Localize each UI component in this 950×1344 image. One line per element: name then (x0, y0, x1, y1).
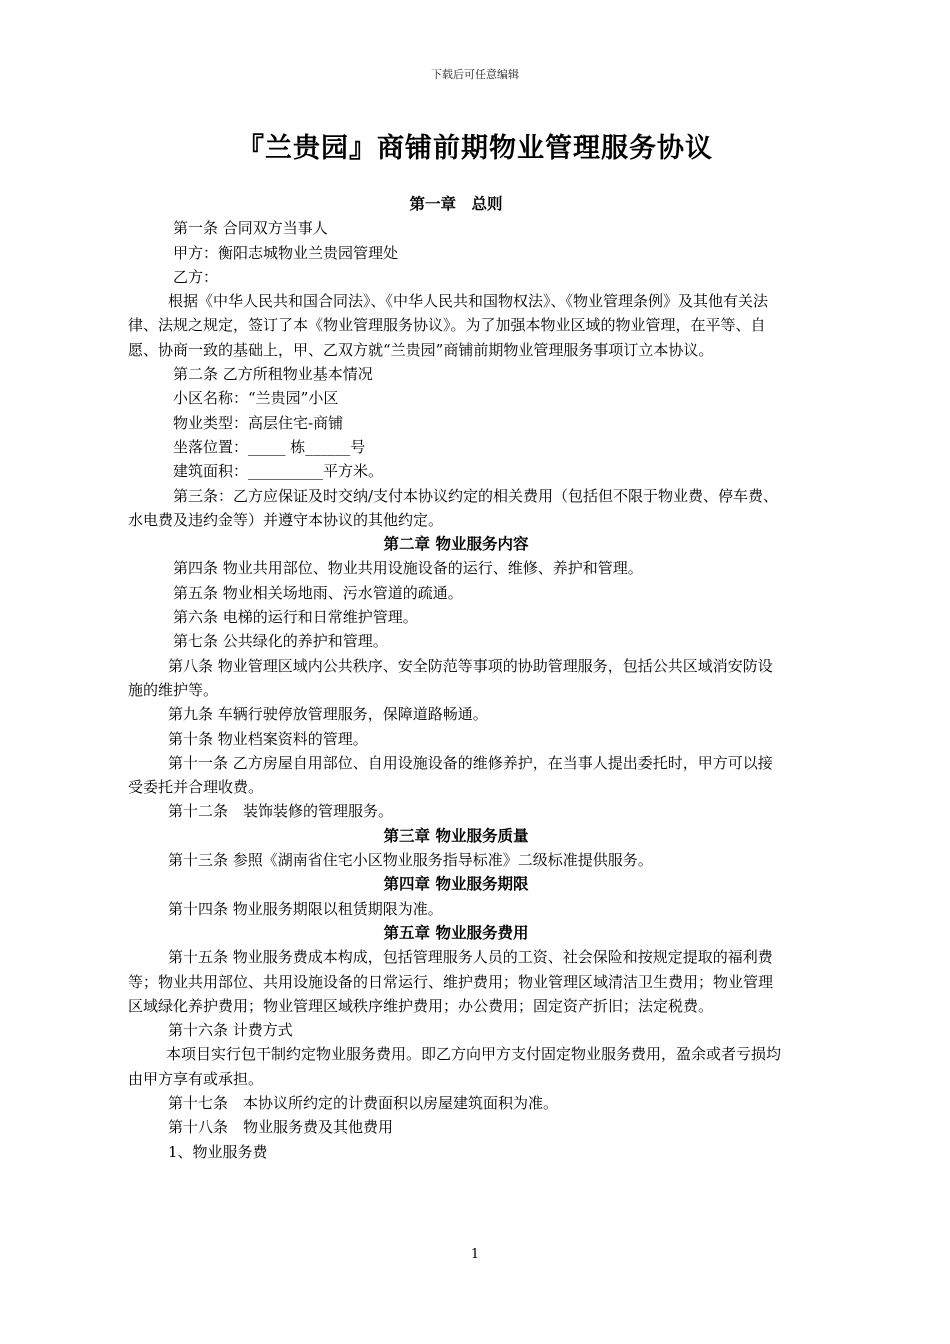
paragraph: 乙方： (173, 267, 219, 286)
paragraph: 根据《中华人民共和国合同法》、《中华人民共和国物权法》、《物业管理条例》及其他有关法律、法规之规定，签订了本《物业管理服务协议》。为了加强本物业区域的物业管理，在平等、自愿、协商一致的基础上，甲、乙双方就“兰贵园”商铺前期物业管理服务事项订立本协议。 (128, 292, 769, 359)
paragraph: 第十二条 装饰装修的管理服务。 (168, 802, 394, 821)
paragraph: 第十四条 物业服务期限以租赁期限为准。 (168, 899, 443, 918)
document-body (128, 192, 784, 1164)
paragraph: 第二条 乙方所租物业基本情况 (173, 365, 373, 384)
paragraph: 甲方：衡阳志城物业兰贵园管理处 (173, 243, 399, 262)
chapter-heading: 第三章 物业服务质量 (383, 826, 529, 845)
paragraph: 第四条 物业共用部位、物业共用设施设备的运行、维修、养护和管理。 (173, 559, 643, 578)
paragraph: 第十八条 物业服务费及其他费用 (168, 1118, 394, 1137)
paragraph: 第十七条 本协议所约定的计费面积以房屋建筑面积为准。 (168, 1093, 559, 1112)
paragraph: 建筑面积：__________平方米。 (173, 462, 384, 481)
page-number: 1 (470, 1247, 480, 1262)
paragraph: 第十六条 计费方式 (168, 1021, 293, 1040)
chapter-heading: 第二章 物业服务内容 (383, 535, 529, 554)
chapter-heading: 第四章 物业服务期限 (383, 875, 529, 894)
paragraph: 第十三条 参照《湖南省住宅小区物业服务指导标准》二级标准提供服务。 (168, 851, 653, 870)
paragraph: 坐落位置：_____ 栋______号 (173, 437, 366, 456)
paragraph: 第六条 电梯的运行和日常维护管理。 (173, 608, 418, 627)
paragraph: 第三条：乙方应保证及时交纳/支付本协议约定的相关费用（包括但不限于物业费、停车费、水电费及违约金等）并遵守本协议的其他约定。 (128, 486, 779, 529)
paragraph: 第十一条 乙方房屋自用部位、自用设施设备的维修养护，在当事人提出委托时，甲方可以接受委托并合理收费。 (128, 753, 773, 797)
paragraph: 物业类型：高层住宅-商铺 (173, 413, 344, 432)
paragraph: 第七条 公共绿化的养护和管理。 (173, 632, 388, 651)
paragraph: 小区名称：“兰贵园”小区 (173, 389, 339, 408)
paragraph: 第九条 车辆行驶停放管理服务，保障道路畅通。 (168, 705, 488, 724)
chapter-heading: 第一章 总则 (409, 195, 503, 213)
paragraph: 第五条 物业相关场地雨、污水管道的疏通。 (173, 583, 463, 602)
header-note: 下载后可任意编辑 (431, 68, 519, 81)
paragraph: 第十五条 物业服务费成本构成，包括管理服务人员的工资、社会保险和按规定提取的福利费等；物业共用部位、共用设施设备的日常运行、维护费用；物业管理区域清洁卫生费用；物业管理区域绿化养护费用；物业管理区域秩序维护费用；办公费用；固定资产折旧；法定税费。 (128, 948, 774, 1015)
document-title: 『兰贵园』商铺前期物业管理服务协议 (237, 133, 713, 164)
paragraph: 第一条 合同双方当事人 (173, 219, 328, 238)
chapter-heading: 第五章 物业服务费用 (383, 923, 529, 942)
paragraph: 第十条 物业档案资料的管理。 (168, 729, 368, 748)
paragraph: 本项目实行包干制约定物业服务费用。即乙方向甲方支付固定物业服务费用，盈余或者亏损均由甲方享有或承担。 (128, 1045, 782, 1088)
paragraph: 第八条 物业管理区域内公共秩序、安全防范等事项的协助管理服务，包括公共区域消安防设施的维护等。 (128, 656, 773, 699)
paragraph: 1、物业服务费 (168, 1142, 268, 1161)
